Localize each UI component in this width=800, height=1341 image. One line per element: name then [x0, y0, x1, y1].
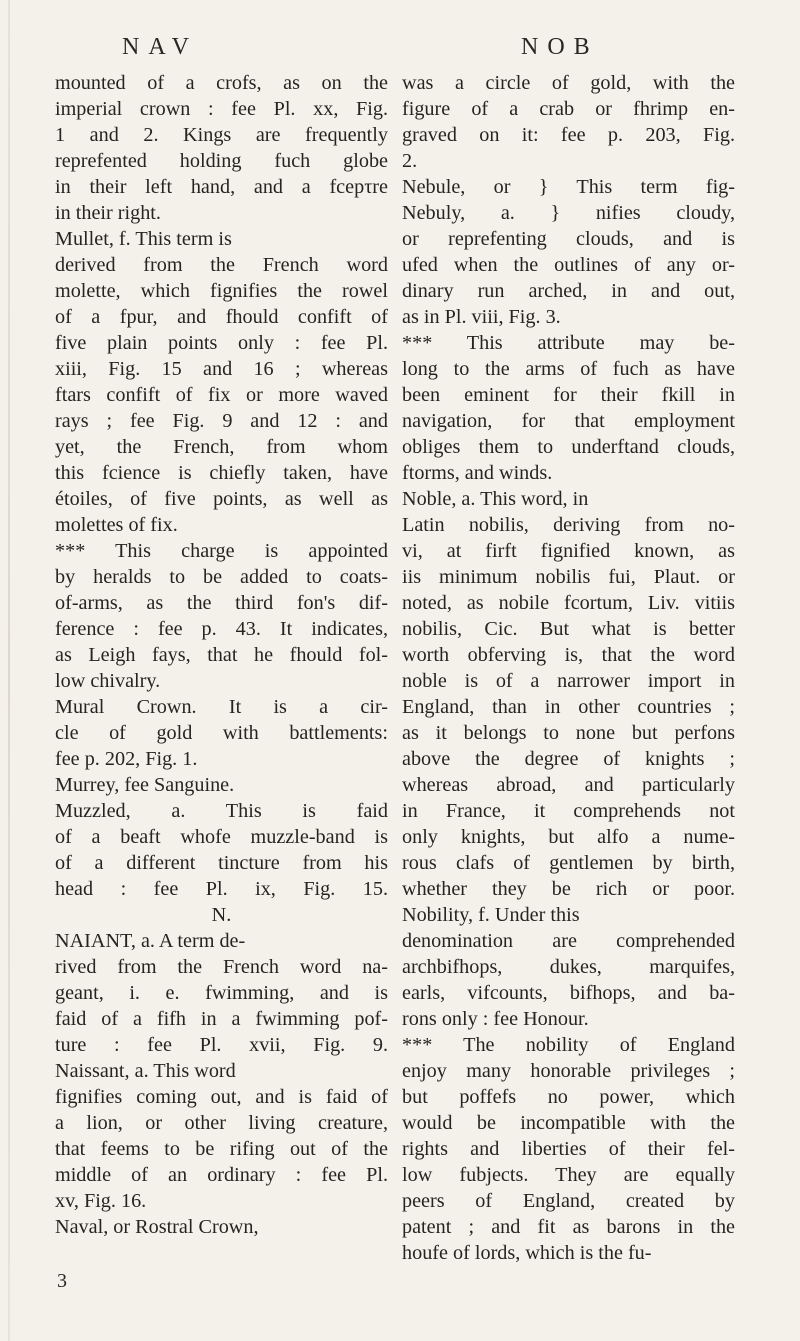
text-line: houfe of lords, which is the fu-	[402, 1242, 652, 1264]
page-edge	[8, 0, 10, 1341]
text-line: in their right.	[55, 202, 161, 224]
text-line: nobilis, Cic. But what is better	[402, 618, 735, 640]
text-line: Noble, a. This word, in	[402, 488, 589, 510]
text-line: faid of a fifh in a fwimming pof-	[55, 1008, 388, 1030]
text-line: but poffefs no power, which	[402, 1086, 735, 1108]
header-right: NOB	[521, 34, 599, 60]
signature-mark: 3	[57, 1270, 67, 1292]
text-line: ture : fee Pl. xvii, Fig. 9.	[55, 1034, 388, 1056]
text-line: rays ; fee Fig. 9 and 12 : and	[55, 410, 388, 432]
text-line: of-arms, as the third fon's dif-	[55, 592, 388, 614]
text-line: Naval, or Rostral Crown,	[55, 1216, 259, 1238]
text-line: geant, i. e. fwimming, and is	[55, 982, 388, 1004]
text-line: NAIANT, a. A term de-	[55, 930, 246, 952]
text-line: above the degree of knights ;	[402, 748, 735, 770]
text-line: in their left hand, and a fcepτre	[55, 176, 388, 198]
text-line: navigation, for that employment	[402, 410, 735, 432]
text-line: Nobility, f. Under this	[402, 904, 580, 926]
text-line: five plain points only : fee Pl.	[55, 332, 388, 354]
text-line: 1 and 2. Kings are frequently	[55, 124, 388, 146]
text-line: Nebuly, a. } nifies cloudy,	[402, 202, 735, 224]
text-line: low fubjects. They are equally	[402, 1164, 735, 1186]
text-line: Mural Crown. It is a cir-	[55, 696, 388, 718]
text-line: whereas abroad, and particularly	[402, 774, 735, 796]
text-line: reprefented holding fuch globe	[55, 150, 388, 172]
text-line: patent ; and fit as barons in the	[402, 1216, 735, 1238]
left-column	[55, 70, 388, 1240]
text-line: *** The nobility of England	[402, 1034, 735, 1056]
text-line: of a fpur, and fhould confift of	[55, 306, 388, 328]
text-line: a lion, or other living creature,	[55, 1112, 388, 1134]
text-line: of a different tincture from his	[55, 852, 388, 874]
text-line: vi, at firft fignified known, as	[402, 540, 735, 562]
text-line: archbifhops, dukes, marquifes,	[402, 956, 735, 978]
text-line: cle of gold with battlements:	[55, 722, 388, 744]
text-line: was a circle of gold, with the	[402, 72, 735, 94]
text-line: N.	[211, 904, 232, 926]
text-line: *** This attribute may be-	[402, 332, 735, 354]
text-line: head : fee Pl. ix, Fig. 15.	[55, 878, 388, 900]
text-line: derived from the French word	[55, 254, 388, 276]
text-line: that feems to be rifing out of the	[55, 1138, 388, 1160]
text-line: imperial crown : fee Pl. xx, Fig.	[55, 98, 388, 120]
text-line: rons only : fee Honour.	[402, 1008, 589, 1030]
text-line: rived from the French word na-	[55, 956, 388, 978]
text-line: whether they be rich or poor.	[402, 878, 735, 900]
text-line: of a beaft whofe muzzle-band is	[55, 826, 388, 848]
text-line: yet, the French, from whom	[55, 436, 388, 458]
text-line: Nebule, or } This term fig-	[402, 176, 735, 198]
text-line: peers of England, created by	[402, 1190, 735, 1212]
text-line: noble is of a narrower import in	[402, 670, 735, 692]
text-line: England, than in other countries ;	[402, 696, 735, 718]
text-line: this fcience is chiefly taken, have	[55, 462, 388, 484]
text-line: iis minimum nobilis fui, Plaut. or	[402, 566, 735, 588]
text-line: figure of a crab or fhrimp en-	[402, 98, 735, 120]
text-line: ufed when the outlines of any or-	[402, 254, 735, 276]
text-line: ftorms, and winds.	[402, 462, 553, 484]
text-line: 2.	[402, 150, 418, 172]
text-line: as Leigh fays, that he fhould fol-	[55, 644, 388, 666]
text-line: obliges them to underftand clouds,	[402, 436, 735, 458]
text-line: molettes of fix.	[55, 514, 178, 536]
text-line: denomination are comprehended	[402, 930, 735, 952]
text-line: noted, as nobile fcortum, Liv. vitiis	[402, 592, 735, 614]
text-line: mounted of a crofs, as on the	[55, 72, 388, 94]
text-line: would be incompatible with the	[402, 1112, 735, 1134]
text-line: long to the arms of fuch as have	[402, 358, 735, 380]
text-line: graved on it: fee p. 203, Fig.	[402, 124, 735, 146]
text-line: ftars confift of fix or more waved	[55, 384, 388, 406]
text-line: dinary run arched, in and out,	[402, 280, 735, 302]
text-line: middle of an ordinary : fee Pl.	[55, 1164, 388, 1186]
text-line: fee p. 202, Fig. 1.	[55, 748, 198, 770]
text-line: Muzzled, a. This is faid	[55, 800, 388, 822]
text-line: as in Pl. viii, Fig. 3.	[402, 306, 561, 328]
text-line: Latin nobilis, deriving from no-	[402, 514, 735, 536]
text-line: in France, it comprehends not	[402, 800, 735, 822]
text-line: earls, vifcounts, bifhops, and ba-	[402, 982, 735, 1004]
text-line: rights and liberties of their fel-	[402, 1138, 735, 1160]
text-line: fignifies coming out, and is faid of	[55, 1086, 388, 1108]
text-line: Murrey, fee Sanguine.	[55, 774, 235, 796]
text-line: as it belongs to none but perfons	[402, 722, 735, 744]
text-line: xiii, Fig. 15 and 16 ; whereas	[55, 358, 388, 380]
text-line: xv, Fig. 16.	[55, 1190, 147, 1212]
text-line: enjoy many honorable privileges ;	[402, 1060, 735, 1082]
text-line: *** This charge is appointed	[55, 540, 388, 562]
text-line: worth obferving is, that the word	[402, 644, 735, 666]
text-line: or reprefenting clouds, and is	[402, 228, 735, 250]
text-line: étoiles, of five points, as well as	[55, 488, 388, 510]
text-line: Naissant, a. This word	[55, 1060, 236, 1082]
text-line: been eminent for their fkill in	[402, 384, 735, 406]
text-line: Mullet, f. This term is	[55, 228, 232, 250]
text-line: only knights, but alfo a nume-	[402, 826, 735, 848]
running-header	[0, 34, 800, 64]
text-line: low chivalry.	[55, 670, 161, 692]
text-line: ference : fee p. 43. It indicates,	[55, 618, 388, 640]
right-column	[402, 70, 735, 1266]
text-line: molette, which fignifies the rowel	[55, 280, 388, 302]
header-left: NAV	[122, 34, 198, 60]
text-line: rous clafs of gentlemen by birth,	[402, 852, 735, 874]
text-line: by heralds to be added to coats-	[55, 566, 388, 588]
